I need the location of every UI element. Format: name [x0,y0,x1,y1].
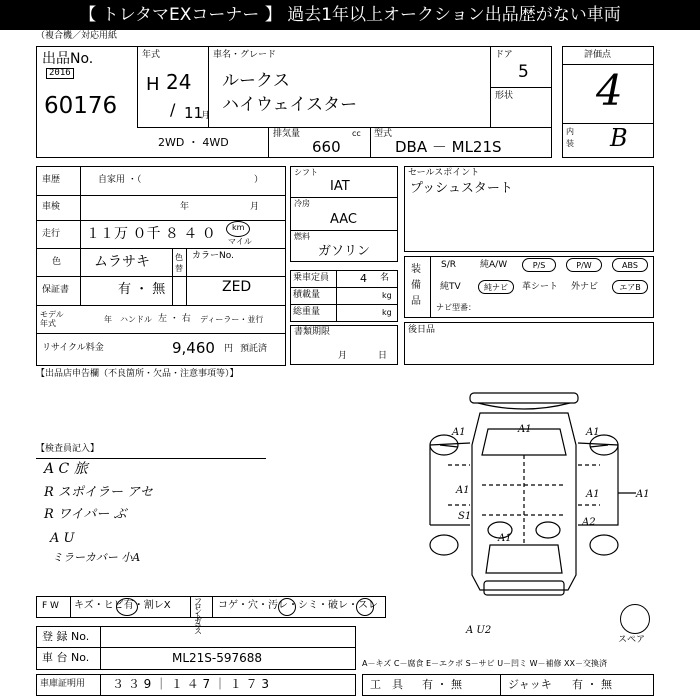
handle-value: 左 ・ 右 [158,314,191,324]
mileage-value: １１万 ０千 ８ ４ ０ [86,226,216,242]
damage-mark-5: A1 [586,489,600,500]
damage-mark-2: A1 [518,424,532,435]
partial-caption: （複合機／対応用紙 [36,31,118,41]
equip-label: 装備品 [411,264,421,307]
aircon-label: 冷房 [294,199,310,208]
load-unit: kg [382,291,392,300]
equip-sr: S/R [441,260,456,270]
fw-items2: コゲ・穴・汚レ・シミ・破レ・スレ [218,600,378,611]
model-value: DBA － ML21S [395,138,502,156]
note-line-1: A C 旅 [44,461,88,477]
recycle-label: リサイクル料金 [42,343,104,353]
jack-label: ジャッキ [508,678,552,691]
month-value: 11 [184,104,204,122]
interior-label: 内装 [566,127,574,148]
spare-label: スペア [618,635,646,645]
chassis-value: ML21S-597688 [172,651,263,665]
damage-mark-3: A1 [586,427,600,438]
page-header: 【 トレタマEXコーナー 】 過去1年以上オークション出品歴がない車両 [0,0,700,30]
fuel-value: ガソリン [318,244,371,259]
recycle-value: 9,460 [172,339,215,357]
km-circle [226,221,250,237]
sales-value: プッシュスタート [410,181,513,196]
paint-label: 色替 [175,253,183,273]
recycle-note: 預託済 [240,344,268,354]
note-line-3: R ワイパー ぶ [44,507,127,522]
score-value: 4 [596,66,623,115]
cert-label: 車庫証明用 [40,679,86,689]
shift-value: IAT [330,179,350,194]
seller-notes-label: 【出品店申告欄（不良箇所・欠品・注意事項等）】 [36,369,239,379]
fw-label: F W [42,601,59,611]
damage-mark-7: A1 [498,533,512,544]
door-value: 5 [518,62,529,82]
equip-seat: 革シート [522,282,559,292]
fw-items: キズ・ヒビ有・割レX [74,600,171,611]
year-value: 24 [166,70,192,94]
model-year-unit: 年 [104,315,112,324]
inspection-month-unit: 月 [250,202,260,212]
capacity-unit: 名 [380,273,390,283]
damage-mark-9: A2 [582,517,596,528]
equip-abs: ABS [612,258,648,272]
capacity-label: 乗車定員 [293,273,330,283]
era: H [146,74,160,95]
equip-ext-navi: 外ナビ [571,282,599,292]
doc-day-unit: 日 [378,351,388,361]
fw-circle-2 [278,598,296,616]
lot-number: 60176 [44,93,118,119]
model-year-label: モデル年式 [40,310,64,328]
car-grade: ハイウェイスター [222,95,358,115]
equip-tv: 純TV [440,282,461,292]
damage-mark-6: A1 [636,489,650,500]
door-label: ドア [495,50,513,60]
details-frame [36,166,286,366]
damage-mark-8: S1 [458,511,472,522]
cc-unit: cc [352,129,361,138]
chassis-label: 車 台 No. [42,651,90,664]
equip-pw: P/W [566,258,602,272]
damage-mark-4: A1 [456,485,470,496]
equip-airbag: エアB [612,280,648,294]
equip-aw: 純A/W [480,260,508,270]
color-label: 色 [52,257,62,267]
jack-value: 有 ・ 無 [572,678,612,691]
sales-label: セールスポイント [408,168,480,178]
fw-circle-3 [356,598,374,616]
year-label: 年式 [142,50,161,60]
later-label: 後日品 [408,325,436,335]
equip-ps: P/S [522,258,556,272]
doc-month-unit: 月 [338,351,348,361]
damage-mark-1: A1 [452,427,466,438]
name-label: 車名・グレード [213,50,277,60]
inspector-label: 【検査員記入】 [36,444,100,454]
interior-score: B [610,124,628,152]
car-name: ルークス [222,71,290,91]
navi-label: ナビ型番： [436,303,476,312]
displacement-value: 660 [312,138,341,156]
load-label: 積載量 [293,290,321,300]
later-frame [404,322,654,365]
car-diagram [400,385,640,625]
total-weight-label: 総重量 [293,307,321,317]
shape-label: 形状 [495,91,514,101]
handle-label: ハンドル [120,315,152,324]
recycle-unit: 円 [224,344,234,354]
inspection-year-unit: 年 [180,202,190,212]
history-close: ） [254,175,264,185]
lot-label: 出品No. [42,51,94,67]
reg-label: 登 録 No. [42,630,90,643]
stamp-year: 2016 [46,68,74,79]
mile-unit: マイル [228,237,252,246]
damage-legend: A－キズ C－腐食 E－エクボ S－サビ U－凹ミ W－補修 XX－交換済 [362,659,608,668]
color-no-label: カラーNo. [192,251,234,261]
fw-circle-1 [116,598,138,616]
damage-mark-rear: A U2 [466,625,492,636]
shift-label: シフト [294,168,318,177]
mileage-label: 走行 [42,229,61,239]
sales-frame [404,166,654,252]
displacement-label: 排気量 [273,129,301,139]
aircon-value: AAC [330,212,357,227]
doc-period-label: 書類期限 [294,327,331,337]
tool-value: 有 ・ 無 [422,678,462,691]
drive-label: 2WD ・ 4WD [158,136,229,149]
warranty-label: 保証書 [42,285,70,295]
note-line-4: A U [50,531,75,546]
inspection-label: 車検 [42,202,61,212]
history-value: 自家用 ・（ [98,175,142,185]
month-slash: / [170,100,176,119]
tool-label: 工 具 [370,678,403,691]
model-label: 型式 [374,129,393,139]
color-no-value: ZED [222,279,252,295]
warranty-value: 有 ・ 無 [118,282,166,297]
note-line-5: ミラーカバー 小A [52,551,141,564]
history-label: 車歴 [42,175,61,185]
month-unit: 月 [201,111,211,121]
note-line-2: R スポイラー アセ [44,485,153,500]
total-weight-unit: kg [382,308,392,317]
color-value: ムラサキ [94,254,150,270]
dealer-label: ディーラー・並行 [200,315,264,324]
equip-navi: 純ナビ [478,280,514,294]
cert-values: ３ ３ 9 ｜ １ ４ 7 ｜ １ ７ 3 [112,677,270,691]
capacity-value: 4 [360,272,367,285]
spare-tire-circle [620,604,650,634]
score-label: 評価点 [584,50,612,60]
fuel-label: 燃料 [294,232,310,241]
fw-note: フロントガラス [194,597,202,636]
km-unit: km [232,223,245,232]
